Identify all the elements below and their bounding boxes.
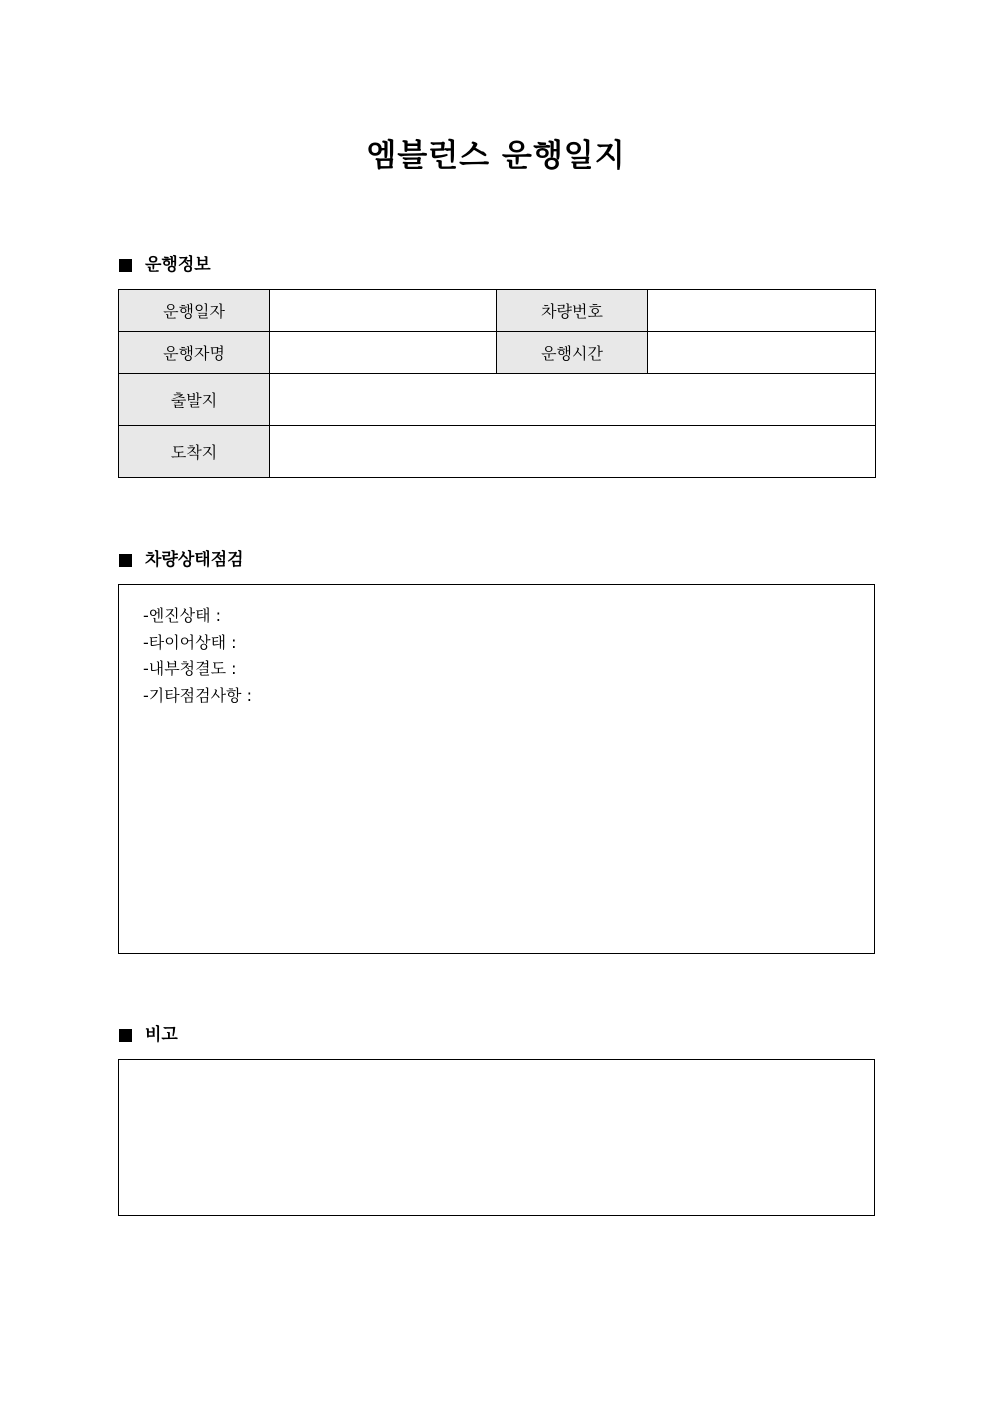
- square-bullet-icon: [119, 554, 132, 567]
- section-heading-inspection: [119, 548, 244, 572]
- table-row: [119, 332, 876, 374]
- square-bullet-icon: [119, 1029, 132, 1042]
- field-drive-time[interactable]: [648, 332, 876, 374]
- label-drive-time: 운행시간: [497, 332, 648, 374]
- inspection-item-engine: -엔진상태 :: [143, 606, 222, 625]
- info-table: [118, 289, 876, 478]
- section-heading-inspection-label: 차량상태점검: [145, 550, 244, 570]
- label-departure: 출발지: [119, 374, 270, 426]
- inspection-item-tire: -타이어상태 :: [143, 632, 237, 652]
- field-drive-date[interactable]: [270, 290, 497, 332]
- inspection-item-interior: -내부청결도 :: [143, 659, 237, 678]
- section-heading-info-label: 운행정보: [145, 255, 211, 275]
- section-heading-remarks-label: 비고: [145, 1025, 178, 1045]
- label-vehicle-number: 차량번호: [497, 290, 648, 332]
- label-arrival: 도착지: [119, 426, 270, 478]
- field-departure[interactable]: [270, 374, 876, 426]
- field-driver-name[interactable]: [270, 332, 497, 374]
- section-heading-remarks: [119, 1023, 178, 1047]
- inspection-list: [119, 585, 874, 709]
- inspection-item-other: -기타점검사항 :: [143, 685, 252, 705]
- table-row: [119, 426, 876, 478]
- document-title: 엠블런스 운행일지: [366, 138, 626, 174]
- remarks-box[interactable]: [118, 1059, 875, 1216]
- inspection-box[interactable]: [118, 584, 875, 954]
- field-vehicle-number[interactable]: [648, 290, 876, 332]
- label-driver-name: 운행자명: [119, 332, 270, 374]
- table-row: [119, 374, 876, 426]
- section-heading-info: [119, 253, 211, 277]
- field-arrival[interactable]: [270, 426, 876, 478]
- table-row: [119, 290, 876, 332]
- square-bullet-icon: [119, 259, 132, 272]
- label-drive-date: 운행일자: [119, 290, 270, 332]
